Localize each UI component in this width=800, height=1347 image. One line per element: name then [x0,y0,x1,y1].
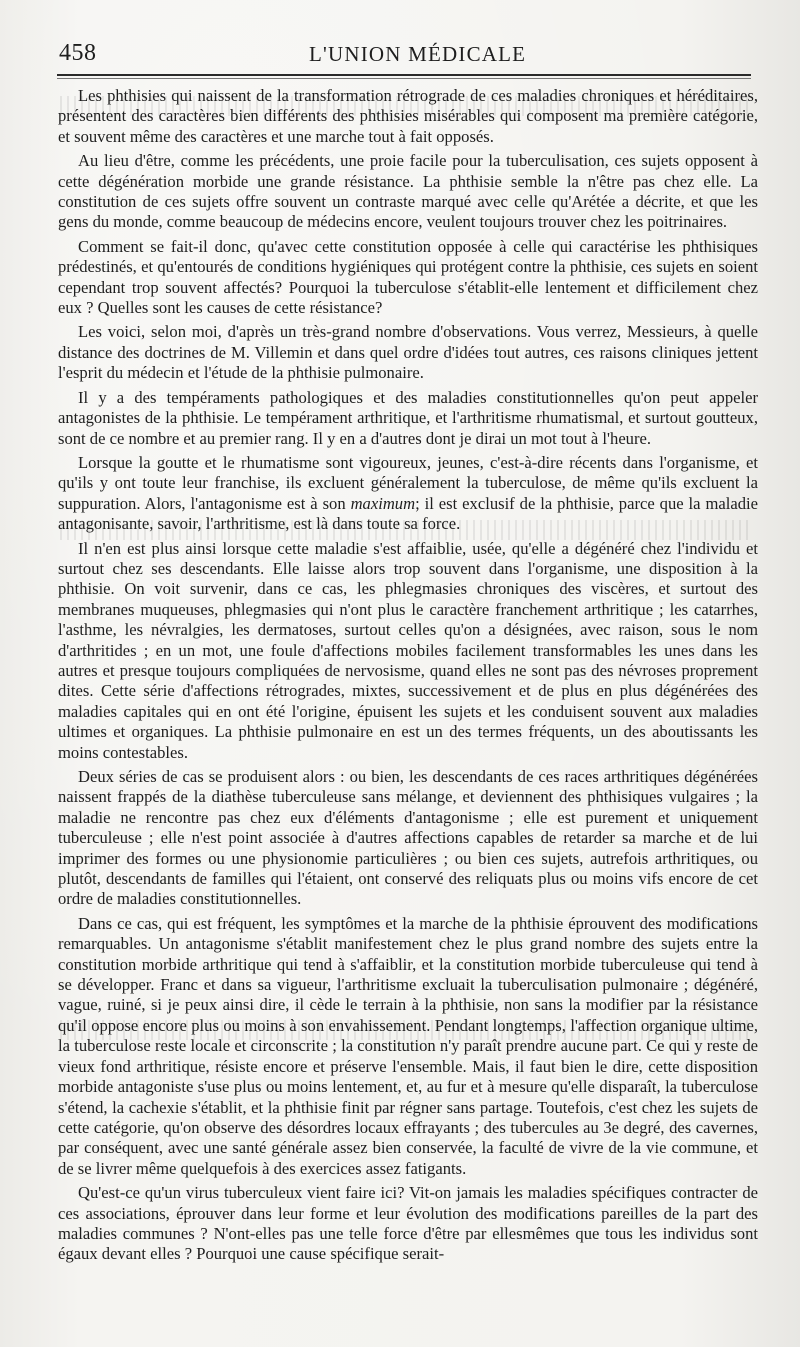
paragraph-text: Il n'en est plus ainsi lorsque cette maladie s'est affaiblie, usée, qu'elle a dégénéré chez l'individu et surtout chez ses descendants. Elle laisse alors trop souvent dans l'organisme, une disposition à la phthisie. On voit survenir, dans ce cas, les phlegmasies chroniques des viscères, et surtout des membranes muqueuses, phlegmasies qui n'ont plus le caractère franchement arthritique ; les catarrhes, l'asthme, les névralgies, les dermatoses, surtout celles qu'on a désignées, avec raison, sous le nom d'arthritides ; en un mot, une foule d'affections mobiles facilement transformables les unes dans les autres et presque toujours compliquées de nervosisme, quand elles ne sont pas des névroses proprement dites. Cette série d'affections rétrogrades, mixtes, successivement et de plus en plus dégénérées des maladies capitales qui en ont été l'origine, épuisent les sujets et les conduisent souvent aux maladies ultimes et organiques. La phthisie pulmonaire en est un des termes fréquents, un des aboutissants les moins contestables. [58,538,758,762]
paragraph [58,914,758,1179]
paragraph-text: Les voici, selon moi, d'après un très-grand nombre d'observations. Vous verrez, Messieurs, à quelle distance des doctrines de M. Villemin et dans quel ordre d'idées tout autres, ces raisons cliniques jettent l'esprit du médecin et l'étude de la phthisie pulmonaire. [58,322,758,383]
paragraph-text: Qu'est-ce qu'un virus tuberculeux vient faire ici? Vit-on jamais les maladies spécifiques contracter de ces associations, éprouver dans leur forme et leur évolution des modifications pareilles de la part des maladies communes ? N'ont-elles pas une telle force d'être par ellesmêmes que tous les individus sont égaux devant elles ? Pourquoi une cause spécifique serait- [58,1183,758,1264]
paragraph-text: Les phthisies qui naissent de la transformation rétrograde de ces maladies chroniques et héréditaires, présentent des caractères bien différents des phthisies misérables qui composent ma première catégorie, et souvent même des caractères et une marche tout à fait opposés. [58,86,758,146]
paragraph [58,767,758,910]
paragraph [58,539,758,763]
page-header [57,36,749,70]
page-number: 458 [59,40,97,66]
paragraph-text: Comment se fait-il donc, qu'avec cette constitution opposée à celle qui caractérise les phthisiques prédestinés, et qu'entourés de conditions hygiéniques qui protégent contre la phthisie, ces sujets en soient cependant trop souvent affectés? Pourquoi la tuberculose s'établit-elle lentement et difficilement chez eux ? Quelles sont les causes de cette résistance? [58,236,758,318]
paragraph [58,1183,758,1265]
paragraph [58,322,758,383]
emphasis-maximum: maximum [350,493,416,513]
paragraph [58,151,758,233]
paragraph [58,388,758,449]
paragraph-text: Deux séries de cas se produisent alors : ou bien, les descendants de ces races arthritiques dégénérées naissent frappés de la diathèse tuberculeuse sans mélange, et deviennent des phthisiques vulgaires ; la maladie ne rencontre pas chez eux d'éléments d'antagonisme ; elle est purement et uniquement tuberculeuse ; elle n'est point associée à d'autres affections capables de retarder sa marche et de lui imprimer des formes ou une physionomie particulières ; ou bien ces sujets, autrefois arthritiques, ou plutôt, descendants de familles qui l'étaient, ont conservé des reliquats plus ou moins vifs encore de cet ordre de maladies constitutionnelles. [58,767,758,909]
paragraph [58,237,758,319]
running-title: L'UNION MÉDICALE [309,42,527,66]
header-rule [57,74,751,76]
paragraph-text: Au lieu d'être, comme les précédents, une proie facile pour la tuberculisation, ces sujets opposent à cette dégénération morbide une grande résistance. La phthisie semble la n'être pas chez elle. La constitution de ces sujets offre souvent un contraste marqué avec celle qu'Arétée a décrite, et que les gens du monde, comme beaucoup de médecins encore, veulent toujours trouver chez les poitrinaires. [58,151,758,232]
paragraph [58,86,758,147]
paragraph-text: ; il est exclusif de la phthisie, parce que la maladie antagonisante, savoir, l'arthritisme, est là dans toute sa force. [58,493,758,534]
article-body [58,86,758,1336]
paragraph-text: Dans ce cas, qui est fréquent, les symptômes et la marche de la phthisie éprouvent des modifications remarquables. Un antagonisme s'établit manifestement chez le plus grand nombre des sujets entre la constitution morbide arthritique qui tend à s'affaiblir, et la constitution morbide tuberculeuse qui tend à se développer. Franc et dans sa vigueur, l'arthritisme excluait la tuberculisation pulmonaire ; dégénéré, vague, ruiné, si je peux ainsi dire, il cède le terrain à la phthisie, non sans la modifier par la résistance qu'il oppose encore plus ou moins à son envahissement. Pendant longtemps, l'affection organique ultime, la tuberculose reste locale et circonscrite ; la constitution n'y paraît prendre aucune part. Ce qui y reste de vieux fond arthritique, résiste encore et préserve l'ensemble. Mais, il faut bien le dire, cette disposition morbide antagoniste s'use plus ou moins lentement, et, au fur et à mesure qu'elle disparaît, la tuberculose s'étend, la cachexie s'établit, et la phthisie finit par régner sans partage. Toutefois, c'est chez les sujets de cette catégorie, qu'on observe des désordres locaux effrayants ; des tubercules au 3e degré, des cavernes, par conséquent, avec une santé générale assez bien conservée, la faculté de vivre de la vie commune, et de se livrer même quelquefois à des exercices assez fatigants. [58,913,758,1178]
paragraph [58,453,758,535]
paragraph-text: Lorsque la goutte et le rhumatisme sont vigoureux, jeunes, c'est-à-dire récents dans l'organisme, et qu'ils y ont toute leur franchise, ils excluent généralement la tuberculose, de même qu'ils excluent la suppuration. Alors, l'antagonisme est à son [58,452,758,513]
header-rule-thin [57,78,751,79]
paragraph-text: Il y a des tempéraments pathologiques et des maladies constitutionnelles qu'on peut appeler antagonistes de la phthisie. Le tempérament arthritique, et l'arthritisme rhumatismal, et surtout goutteux, sont de ce nombre et au premier rang. Il y en a d'autres dont je dirai un mot tout à l'heure. [58,387,758,448]
